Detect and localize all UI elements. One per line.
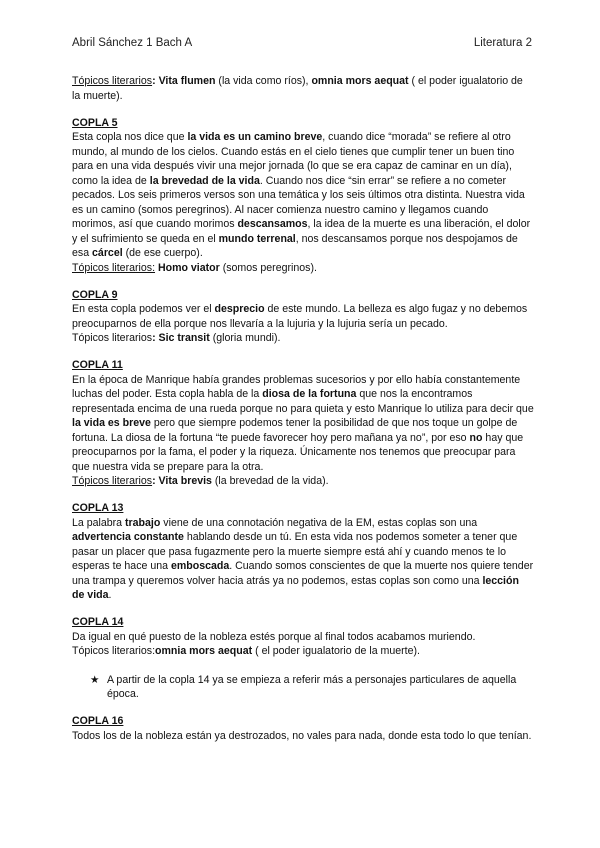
copla-13-heading: COPLA 13 — [72, 502, 124, 514]
intro-section — [72, 74, 534, 103]
copla-11-heading: COPLA 11 — [72, 359, 123, 371]
copla-16-heading: COPLA 16 — [72, 715, 124, 727]
copla-11-topics: Tópicos literarios: Vita brevis (la brevedad de la vida). — [72, 475, 329, 487]
copla-16-body: Todos los de la nobleza están ya destrozados, no vales para nada, donde esta todo lo que tenían. — [72, 729, 532, 742]
copla-9-section — [72, 288, 534, 346]
document-body — [72, 74, 534, 743]
copla-14-topics: Tópicos literarios:omnia mors aequat ( el poder igualatorio de la muerte). — [72, 645, 420, 657]
bullet-item — [90, 673, 534, 702]
copla-14-section — [72, 615, 534, 702]
copla-5-body: Esta copla nos dice que la vida es un camino breve, cuando dice “morada” se refiere al otro mundo, al mundo de los cielos. Cuando estás en el cielo tienes que cumplir tener un buen tino para en una vida después vivir una mejor jornada (lo que se era capaz de caminar en un día), como la idea de la brevedad de la vida. Cuando nos dice “sin errar” se refiere a no cometer pecados. Los seis primeros versos son una temática y los seis últimos otra distinta. Nuestra vida es un camino (somos peregrinos). Al nacer comienza nuestro camino y llegamos cuando morimos, así que cuando morimos descansamos, la idea de la muerte es una liberación, el dolor y el sufrimiento se queda en el mundo terrenal, nos descansamos porque nos despojamos de esa cárcel (de ese cuerpo). — [72, 131, 531, 259]
topic-omnia-mors: omnia mors aequat — [311, 75, 409, 87]
copla-9-topics: Tópicos literarios: Sic transit (gloria mundi). — [72, 332, 281, 344]
intro-topics: Tópicos literarios: Vita flumen (la vida como ríos), omnia mors aequat ( el poder igualatorio de la muerte). — [72, 75, 523, 102]
copla-5-topics: Tópicos literarios: Homo viator (somos peregrinos). — [72, 261, 317, 274]
copla-5-section — [72, 116, 534, 276]
copla-9-heading: COPLA 9 — [72, 288, 118, 301]
copla-16-section — [72, 714, 534, 743]
topics-label: Tópicos literarios — [72, 75, 153, 87]
copla-5-heading: COPLA 5 — [72, 116, 118, 129]
copla-14-heading: COPLA 14 — [72, 616, 124, 628]
star-bullet-icon: ★ — [90, 673, 100, 686]
topic-vita-flumen: Vita flumen — [158, 75, 216, 87]
copla-13-section — [72, 501, 534, 603]
copla-11-body: En la época de Manrique había grandes problemas sucesorios y por ello había constantemente luchas del poder. Esta copla habla de la diosa de la fortuna que nos la encontramos representada encima de una rueda porque no para quieta y esto Manrique lo utiliza para decir que la vida es breve pero que siempre podemos tener la posibilidad de que nos toque un golpe de fortuna. La diosa de la fortuna “te puede favorecer hoy pero mañana ya no”, por eso no hay que preocuparnos por la fama, el poder y la riqueza. Únicamente nos tenemos que preocupar para que nuestra vida se prepare para la otra. — [72, 373, 534, 473]
bullet-text: A partir de la copla 14 ya se empieza a referir más a personajes particulares de aquella época. — [107, 673, 517, 700]
copla-9-body: En esta copla podemos ver el desprecio de este mundo. La belleza es algo fugaz y no debemos preocuparnos de ella porque nos llevaría a la lujuria y la lujuria sería un pecado. — [72, 303, 528, 330]
header-author: Abril Sánchez 1 Bach A — [72, 37, 193, 49]
copla-14-body: Da igual en qué puesto de la nobleza estés porque al final todos acabamos muriendo. — [72, 630, 476, 643]
header-subject: Literatura 2 — [473, 37, 532, 49]
copla-11-section — [72, 358, 534, 489]
copla-13-body: La palabra trabajo viene de una connotación negativa de la EM, estas coplas son una advertencia constante hablando desde un tú. En esta vida nos podemos someter a tener que pasar un placer que pasa fugazmente pero la muerte siempre está ahí y cuando menos te lo esperas te hace una emboscada. Cuando somos conscientes de que la muerte nos quiere tender una trampa y queremos volver hacia atrás ya no podemos, estas coplas son como una lección de vida. — [72, 516, 534, 601]
